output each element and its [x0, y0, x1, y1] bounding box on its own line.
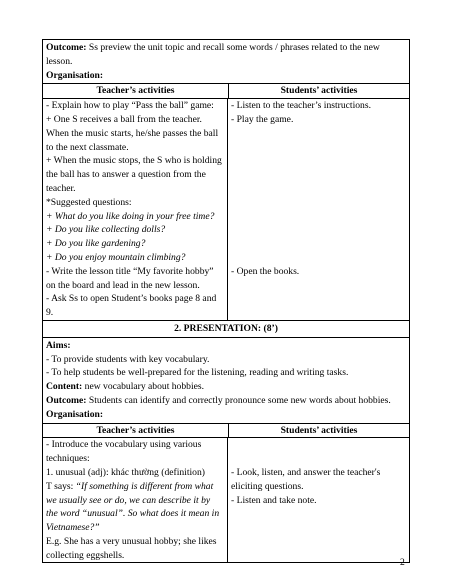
teacher-says	[46, 480, 224, 535]
aims-block	[42, 338, 410, 424]
students-activities-header: Students’ activities	[280, 85, 358, 97]
content-label: Content:	[46, 381, 83, 393]
teacher-says-label: T says:	[46, 480, 76, 492]
activities-body	[42, 99, 410, 321]
teacher-line: - Write the lesson title “My favorite hobby” on the board and lead in the new lesson.	[46, 265, 214, 291]
student-line: - Listen and take note.	[231, 494, 317, 506]
suggested-question: + Do you enjoy mountain climbing?	[46, 251, 186, 263]
vocab-item: 1. unusual (adj): khác thường (definition)	[46, 466, 205, 478]
aim-line: - To help students be well-prepared for the listening, reading and writing tasks.	[46, 367, 349, 379]
student-line: - Listen to the teacher’s instructions.	[231, 100, 371, 112]
student-line: - Open the books.	[231, 265, 300, 277]
aims-label: Aims:	[46, 339, 71, 351]
student-line: - Look, listen, and answer the teacher's eliciting questions.	[231, 466, 381, 492]
suggested-question: + Do you like gardening?	[46, 238, 146, 250]
teacher-line: - Explain how to play “Pass the ball” game:	[46, 100, 214, 112]
student-line: - Play the game.	[231, 113, 294, 125]
spacer	[231, 452, 406, 466]
outcome-label: Outcome:	[46, 394, 87, 406]
suggested-question: + What do you like doing in your free time?	[46, 210, 215, 222]
spacer	[231, 438, 406, 452]
content-line	[46, 380, 406, 394]
lesson-plan-page	[42, 39, 410, 563]
students-activities	[228, 99, 409, 320]
content-text: new vocabulary about hobbies.	[82, 381, 205, 393]
outcome-line	[46, 394, 406, 408]
teacher-activities-header: Teacher’s activities	[43, 84, 229, 98]
suggested-question: + Do you like collecting dolls?	[46, 224, 166, 236]
students-activities	[228, 438, 409, 562]
organisation-label: Organisation:	[46, 408, 104, 420]
outcome-text: Ss preview the unit topic and recall some words / phrases related to the new lesson.	[46, 42, 380, 67]
teacher-activities-header: Teacher’s activities	[43, 424, 229, 438]
example-sentence: E.g. She has a very unusual hobby; she likes collecting eggshells.	[46, 535, 217, 561]
activities-header	[42, 84, 410, 99]
teacher-line: *Suggested questions:	[46, 196, 132, 208]
outcome-label: Outcome:	[46, 42, 87, 53]
teacher-line: + When the music stops, the S who is holding the ball has to answer a question from the teacher.	[46, 155, 222, 194]
outcome-text: Students can identify and correctly pronounce some new words about hobbies.	[86, 394, 391, 406]
teacher-line: - Ask Ss to open Student’s books page 8 and 9.	[46, 293, 217, 319]
teacher-line: + One S receives a ball from the teacher. When the music starts, he/she passes the ball to the next classmate.	[46, 113, 219, 153]
aim-line: - To provide students with key vocabulary.	[46, 353, 210, 365]
teacher-activities	[43, 438, 228, 562]
teacher-activities	[43, 99, 228, 320]
section-title: 2. PRESENTATION: (8’)	[42, 321, 410, 338]
outcome-row	[42, 39, 410, 84]
page-number: 2	[400, 557, 405, 568]
teacher-says-quote: “If something is different from what we usually see or do, we can describe it by the word “unusual”. So what does it mean in Vietnamese?”	[46, 480, 220, 534]
spacer	[231, 127, 406, 265]
students-activities-header: Students’ activities	[280, 424, 358, 436]
activities-body	[42, 438, 410, 563]
activities-header	[42, 424, 410, 439]
teacher-line: - Introduce the vocabulary using various techniques:	[46, 439, 202, 465]
organisation-label: Organisation:	[46, 69, 104, 81]
